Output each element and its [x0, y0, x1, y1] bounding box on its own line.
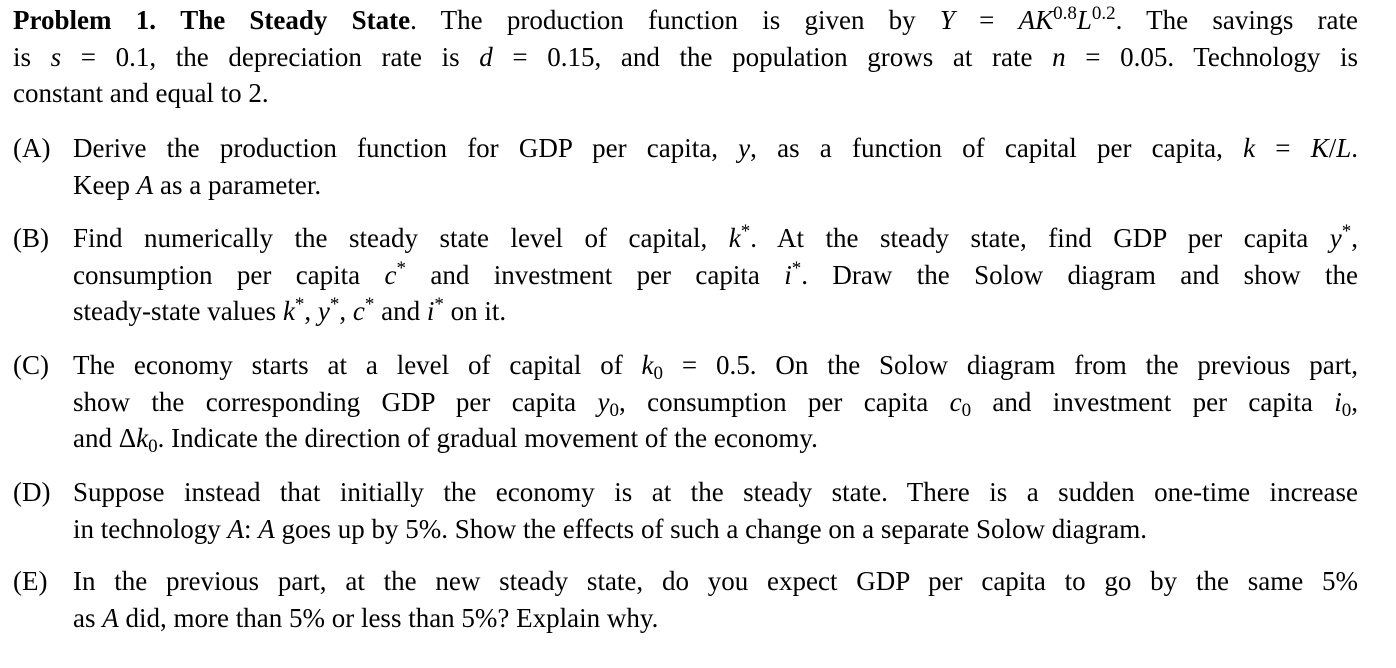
- math-var: A: [227, 513, 244, 544]
- part-text: ,: [1351, 386, 1358, 417]
- math-op: =: [954, 5, 1019, 35]
- math-subscript: 0: [609, 399, 619, 421]
- part-text: in technology: [73, 513, 228, 544]
- part-text: ,: [1351, 223, 1359, 253]
- part-text: , as a function of capital per capita,: [750, 133, 1244, 163]
- math-var: L: [1336, 133, 1352, 163]
- part-a-body: [73, 130, 1358, 203]
- math-var: k: [282, 296, 295, 326]
- math-subscript: 0: [961, 399, 972, 421]
- math-exponent: 0.8: [1053, 3, 1077, 24]
- part-b-label: (B): [13, 223, 49, 253]
- math-var: A: [102, 602, 119, 633]
- math-star: *: [1341, 221, 1352, 242]
- part-text: ,: [339, 296, 353, 326]
- part-text: as a parameter.: [153, 169, 322, 200]
- math-var: n: [1052, 41, 1066, 72]
- part-text: , consumption per capita: [618, 386, 950, 417]
- part-b-line-3: [73, 293, 1358, 330]
- math-var: K: [1310, 133, 1329, 163]
- part-b-line-1: [73, 220, 1358, 257]
- part-text: . At the steady state, find GDP per capita: [750, 223, 1330, 253]
- part-c-label: (C): [13, 350, 49, 380]
- math-var: Y: [939, 5, 955, 35]
- math-star: *: [329, 294, 340, 315]
- math-subscript: 0: [1341, 399, 1352, 421]
- part-c-line-2: [73, 384, 1358, 421]
- part-text: and: [374, 296, 427, 326]
- math-var: i: [784, 259, 792, 290]
- math-var: d: [479, 41, 493, 72]
- math-var: c: [352, 296, 365, 326]
- part-e-line-1: In the previous part, at the new steady state, do you expect GDP per capita to go by the same 5%: [73, 566, 1358, 596]
- intro-line-1: [13, 2, 1358, 39]
- part-c-line-3: [73, 420, 1358, 457]
- part-a-line-1: [73, 130, 1358, 167]
- intro-text: = 0.1, the depreciation rate is: [61, 41, 480, 72]
- part-text: . Indicate the direction of gradual movement of the economy.: [157, 423, 818, 453]
- math-star: *: [364, 294, 375, 315]
- part-text: = 0.5. On the Solow diagram from the previous part,: [663, 350, 1358, 380]
- part-text: steady-state values: [73, 296, 283, 326]
- math-var: i: [426, 296, 435, 326]
- part-d-body: [73, 474, 1358, 547]
- part-text: .: [1351, 133, 1358, 163]
- math-var: k: [728, 223, 741, 253]
- math-star: *: [791, 257, 802, 279]
- math-var: y: [597, 386, 610, 417]
- part-text: and investment per capita: [971, 386, 1335, 417]
- part-text: as: [73, 602, 103, 633]
- math-subscript: 0: [653, 363, 664, 384]
- math-var: k: [1243, 133, 1256, 163]
- math-var: y: [317, 296, 330, 326]
- math-star: *: [294, 294, 305, 315]
- part-b-body: [73, 220, 1358, 330]
- part-text: and Δ: [73, 423, 137, 453]
- math-var: A: [1018, 5, 1036, 35]
- part-e-body: [73, 563, 1358, 636]
- part-text: Derive the production function for GDP per capita,: [73, 133, 739, 163]
- math-var: K: [1035, 5, 1054, 35]
- math-var: k: [136, 423, 149, 453]
- part-e-label: (E): [13, 566, 48, 596]
- intro-text: is: [13, 41, 51, 72]
- math-var: y: [1329, 223, 1342, 253]
- math-star: *: [396, 257, 407, 279]
- intro-line-2: [13, 39, 1358, 76]
- math-var: y: [738, 133, 751, 163]
- part-text: ,: [304, 296, 318, 326]
- math-subscript: 0: [148, 436, 158, 457]
- part-a-label: (A): [13, 133, 51, 163]
- math-op: /: [1328, 133, 1337, 163]
- math-star: *: [740, 221, 751, 242]
- intro-text: = 0.05. Technology is: [1065, 41, 1358, 72]
- math-var: A: [258, 513, 275, 544]
- intro-text: . The savings rate: [1115, 5, 1359, 35]
- part-d-line-2: [73, 511, 1358, 548]
- part-text: consumption per capita: [73, 259, 385, 290]
- math-var: c: [384, 259, 397, 290]
- math-var: i: [1334, 386, 1342, 417]
- part-e-line-2: [73, 600, 1358, 637]
- math-star: *: [434, 294, 444, 315]
- part-c-line-1: [73, 347, 1358, 384]
- part-text: and investment per capita: [406, 259, 785, 290]
- math-var: L: [1076, 5, 1092, 35]
- problem-title: The Steady State: [180, 5, 411, 35]
- math-var: c: [949, 386, 962, 417]
- part-text: goes up by 5%. Show the effects of such a change on a separate Solow diagram.: [274, 513, 1148, 544]
- part-text: show the corresponding GDP per capita: [73, 386, 598, 417]
- part-text: Keep: [73, 169, 137, 200]
- part-b-line-2: [73, 257, 1358, 294]
- part-text: Find numerically the steady state level of capital,: [73, 223, 729, 253]
- math-exponent: 0.2: [1091, 3, 1116, 24]
- part-text: . Draw the Solow diagram and show the: [801, 259, 1358, 290]
- math-var: k: [641, 350, 654, 380]
- intro-text: . The production function is given by: [410, 5, 940, 35]
- part-text: did, more than 5% or less than 5%? Explain why.: [118, 602, 659, 633]
- part-text: The economy starts at a level of capital of: [73, 350, 642, 380]
- part-d-label: (D): [13, 477, 51, 507]
- problem-heading: Problem 1.: [13, 5, 156, 35]
- intro-line-3: constant and equal to 2.: [13, 78, 269, 108]
- math-op: =: [1255, 133, 1311, 163]
- math-var: s: [50, 41, 62, 72]
- math-var: A: [136, 169, 154, 200]
- part-text: :: [243, 513, 259, 544]
- part-text: on it.: [443, 296, 507, 326]
- intro-text: = 0.15, and the population grows at rate: [492, 41, 1053, 72]
- part-a-line-2: [73, 167, 1358, 204]
- problem-intro: [13, 2, 1358, 112]
- part-c-body: [73, 347, 1358, 457]
- part-d-line-1: Suppose instead that initially the economy is at the steady state. There is a sudden one-time increase: [73, 477, 1358, 507]
